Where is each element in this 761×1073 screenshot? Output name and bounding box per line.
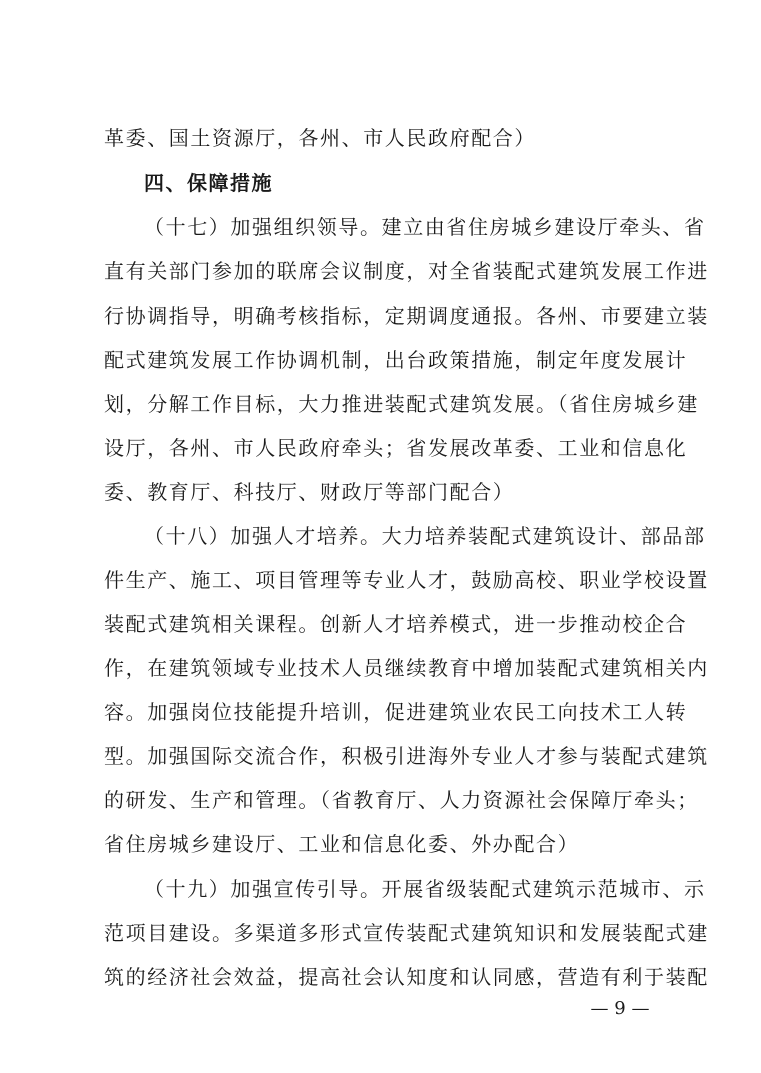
text-line: 装配式建筑相关课程。创新人才培养模式，进一步推动校企合 [104,612,688,636]
text-line: 的研发、生产和管理。（省教育厅、人力资源社会保障厅牵头； [104,788,699,812]
text-line: 配式建筑发展工作协调机制，出台政策措施，制定年度发展计 [104,348,688,372]
text-line: （十七）加强组织领导。建立由省住房城乡建设厅牵头、省 [144,215,706,239]
text-line: 设厅，各州、市人民政府牵头；省发展改革委、工业和信息化 [104,436,688,460]
page-number: — 9 — [590,998,650,1019]
text-line: 行协调指导，明确考核指标，定期调度通报。各州、市要建立装 [104,304,709,328]
text-line: （十九）加强宣传引导。开展省级装配式建筑示范城市、示 [144,877,706,901]
text-line: 范项目建设。多渠道多形式宣传装配式建筑知识和发展装配式建 [104,921,709,945]
text-line: 件生产、施工、项目管理等专业人才，鼓励高校、职业学校设置 [104,568,709,592]
text-line: 革委、国土资源厅，各州、市人民政府配合） [104,126,536,150]
text-line: 划，分解工作目标，大力推进装配式建筑发展。（省住房城乡建 [104,392,699,416]
section-heading: 四、保障措施 [144,171,273,195]
text-line: 型。加强国际交流合作，积极引进海外专业人才参与装配式建筑 [104,744,709,768]
text-line: 省住房城乡建设厅、工业和信息化委、外办配合） [104,832,580,856]
text-line: （十八）加强人才培养。大力培养装配式建筑设计、部品部 [144,524,706,548]
text-line: 筑的经济社会效益，提高社会认知度和认同感，营造有利于装配 [104,965,709,989]
text-line: 容。加强岗位技能提升培训，促进建筑业农民工向技术工人转 [104,700,688,724]
text-line: 直有关部门参加的联席会议制度，对全省装配式建筑发展工作进 [104,259,709,283]
text-line: 委、教育厅、科技厅、财政厅等部门配合） [104,480,515,504]
text-line: 作，在建筑领域专业技术人员继续教育中增加装配式建筑相关内 [104,656,709,680]
